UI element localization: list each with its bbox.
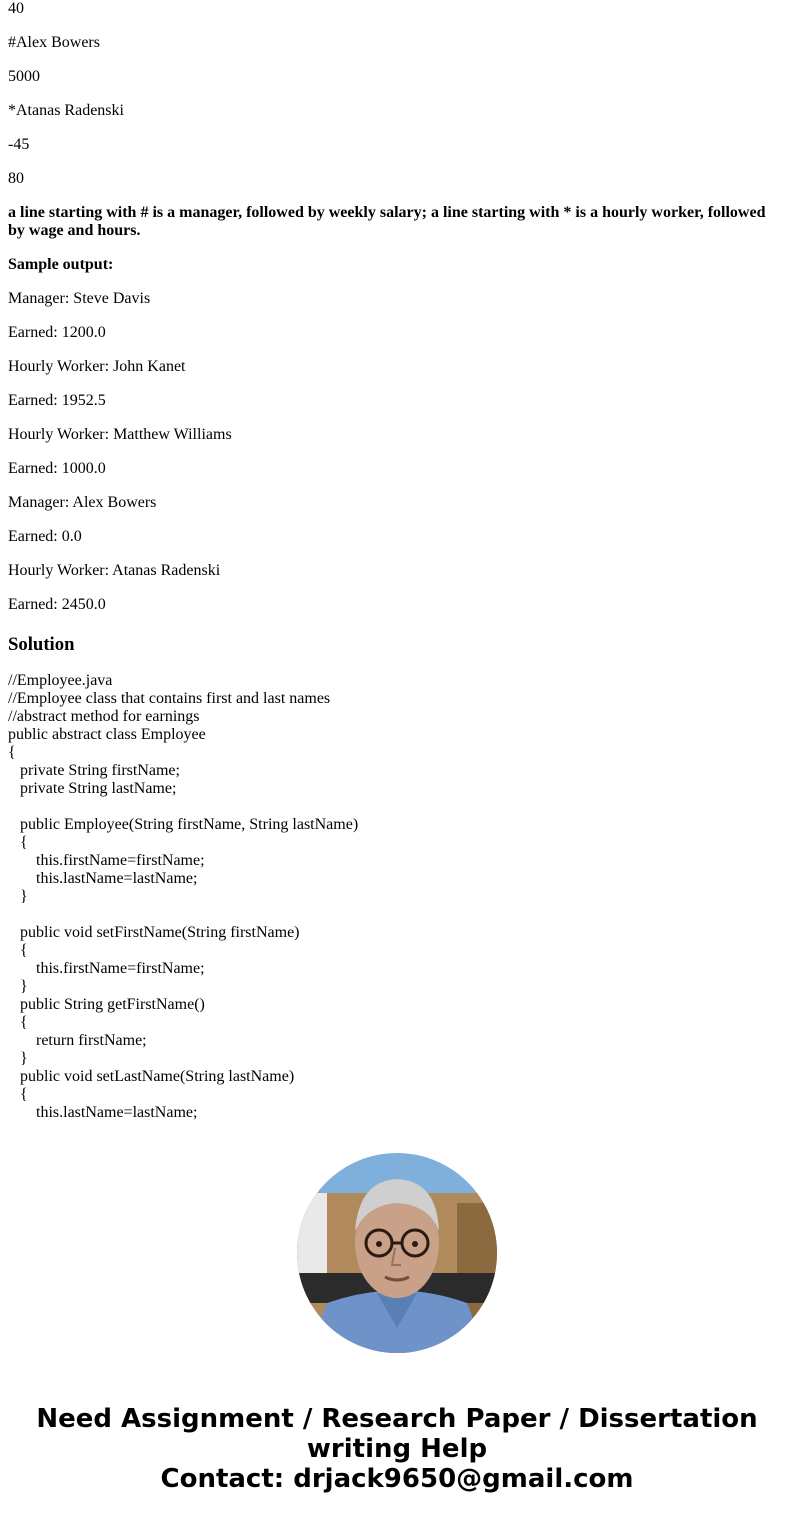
code-block: //Employee.java //Employee class that contains first and last names //abstract method for earnings public abstract class Employee { private String firstName; private String lastName; public Employee(String firstName, String lastName) { this.firstName=firstName; this.lastName=lastName; } public void setFirstName(String firstName) { this.firstName=firstName; } public String getFirstName() { return firstName; } public void setLastName(String lastName) { this.lastName=lastName;: [8, 672, 359, 1121]
sample-output-label: Sample output:: [8, 256, 114, 273]
output-line: Hourly Worker: John Kanet: [8, 358, 186, 375]
contact-banner: [0, 1404, 794, 1494]
output-line: Earned: 0.0: [8, 528, 82, 545]
output-line: Earned: 1000.0: [8, 460, 106, 477]
banner-line: Need Assignment / Research Paper / Dissertation: [36, 1404, 758, 1434]
output-line: Earned: 1952.5: [8, 392, 106, 409]
output-line: Manager: Steve Davis: [8, 290, 151, 307]
solution-heading: Solution: [8, 634, 75, 655]
person-photo-icon: [297, 1153, 497, 1353]
document-body: [8, 0, 786, 1122]
input-line: 40: [8, 0, 24, 17]
output-line: Earned: 1200.0: [8, 324, 106, 341]
input-line: 80: [8, 170, 24, 187]
input-line: *Atanas Radenski: [8, 102, 124, 119]
output-line: Hourly Worker: Atanas Radenski: [8, 562, 221, 579]
author-photo: [297, 1153, 497, 1353]
output-line: Hourly Worker: Matthew Williams: [8, 426, 232, 443]
input-line: 5000: [8, 68, 40, 85]
format-note: a line starting with # is a manager, followed by weekly salary; a line starting with * is a hourly worker, followed by wage and hours.: [8, 204, 766, 239]
contact-email: Contact: drjack9650@gmail.com: [160, 1464, 634, 1494]
output-line: Manager: Alex Bowers: [8, 494, 157, 511]
input-line: -45: [8, 136, 30, 153]
output-line: Earned: 2450.0: [8, 596, 106, 613]
banner-line: writing Help: [306, 1434, 488, 1464]
input-line: #Alex Bowers: [8, 34, 100, 51]
